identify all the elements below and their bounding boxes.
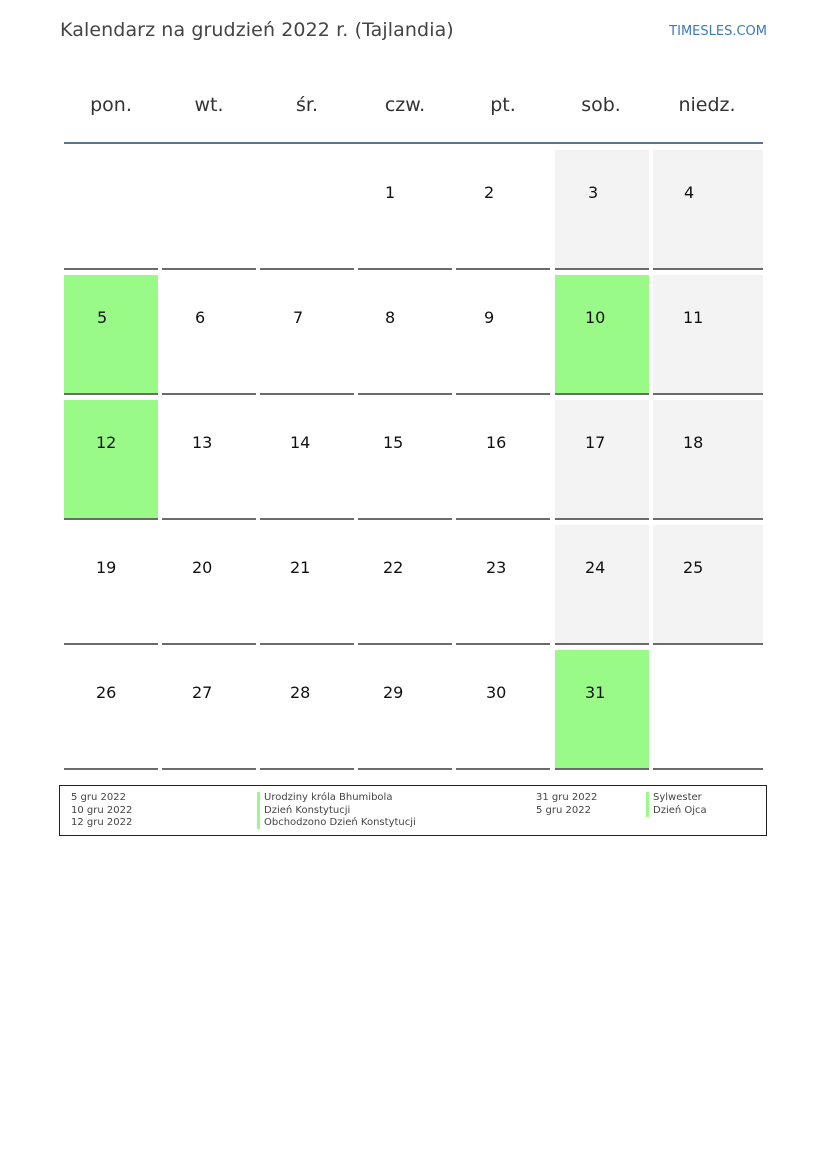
calendar-day-cell[interactable] — [653, 150, 763, 270]
day-number: 25 — [683, 558, 704, 577]
calendar-day-cell[interactable] — [358, 150, 452, 270]
weekday-sun: niedz. — [678, 94, 736, 116]
calendar-day-cell[interactable] — [260, 525, 354, 645]
legend-date: 5 gru 2022 — [536, 804, 591, 816]
day-number: 8 — [385, 308, 396, 327]
calendar-day-cell[interactable] — [555, 650, 649, 770]
day-number: 13 — [192, 433, 213, 452]
calendar-day-cell[interactable] — [64, 275, 158, 395]
day-number: 26 — [96, 683, 117, 702]
calendar-day-cell[interactable] — [260, 275, 354, 395]
calendar-week-row — [64, 400, 763, 525]
header-divider — [64, 142, 763, 144]
calendar-empty-cell — [162, 150, 256, 270]
weekday-sat: sob. — [581, 94, 621, 116]
day-number: 20 — [192, 558, 213, 577]
calendar-day-cell[interactable] — [358, 650, 452, 770]
calendar-week-row — [64, 275, 763, 400]
calendar-day-cell[interactable] — [358, 400, 452, 520]
day-number: 18 — [683, 433, 704, 452]
legend-holiday-name: Obchodzono Dzień Konstytucji — [264, 817, 416, 828]
day-number: 22 — [383, 558, 404, 577]
calendar-day-cell[interactable] — [162, 400, 256, 520]
legend-right-names — [653, 792, 707, 817]
day-number: 4 — [684, 183, 695, 202]
legend-date: 10 gru 2022 — [71, 804, 133, 816]
calendar-day-cell[interactable] — [260, 650, 354, 770]
page-title: Kalendarz na grudzień 2022 r. (Tajlandia) — [60, 19, 454, 41]
day-number: 15 — [383, 433, 404, 452]
calendar-day-cell[interactable] — [456, 150, 550, 270]
legend-date: 5 gru 2022 — [71, 792, 126, 803]
calendar-day-cell[interactable] — [456, 525, 550, 645]
day-number: 3 — [588, 183, 599, 202]
calendar-empty-cell — [653, 650, 763, 770]
calendar-day-cell[interactable] — [555, 525, 649, 645]
day-number: 10 — [585, 308, 606, 327]
weekday-thu: czw. — [384, 94, 426, 116]
calendar-day-cell[interactable] — [162, 650, 256, 770]
calendar-day-cell[interactable] — [358, 525, 452, 645]
calendar-week-row — [64, 150, 763, 275]
day-number: 9 — [484, 308, 495, 327]
holiday-legend — [59, 785, 767, 836]
legend-holiday-name: Dzień Ojca — [653, 804, 707, 816]
calendar-day-cell[interactable] — [260, 400, 354, 520]
legend-right-color-bar — [646, 792, 649, 817]
day-number: 12 — [96, 433, 117, 452]
day-number: 16 — [486, 433, 507, 452]
calendar-day-cell[interactable] — [162, 525, 256, 645]
day-number: 23 — [486, 558, 507, 577]
legend-holiday-name: Dzień Konstytucji — [264, 804, 351, 816]
day-number: 11 — [683, 308, 704, 327]
weekday-header-row — [62, 88, 764, 122]
day-number: 6 — [195, 308, 206, 327]
legend-holiday-name: Urodziny króla Bhumibola — [264, 792, 393, 803]
day-number: 31 — [585, 683, 606, 702]
calendar-day-cell[interactable] — [64, 400, 158, 520]
day-number: 5 — [97, 308, 108, 327]
day-number: 7 — [293, 308, 304, 327]
site-link[interactable]: TIMESLES.COM — [669, 24, 767, 39]
calendar-day-cell[interactable] — [162, 275, 256, 395]
weekday-tue: wt. — [194, 94, 224, 116]
day-number: 14 — [290, 433, 311, 452]
calendar-week-row — [64, 650, 763, 775]
calendar-day-cell[interactable] — [64, 650, 158, 770]
day-number: 29 — [383, 683, 404, 702]
day-number: 2 — [484, 183, 495, 202]
calendar-day-cell[interactable] — [456, 400, 550, 520]
day-number: 21 — [290, 558, 311, 577]
legend-date: 12 gru 2022 — [71, 817, 133, 828]
calendar-day-cell[interactable] — [555, 275, 649, 395]
day-number: 19 — [96, 558, 117, 577]
calendar-day-cell[interactable] — [555, 400, 649, 520]
calendar-day-cell[interactable] — [555, 150, 649, 270]
calendar-empty-cell — [260, 150, 354, 270]
calendar-day-cell[interactable] — [358, 275, 452, 395]
calendar-day-cell[interactable] — [64, 525, 158, 645]
calendar-grid — [64, 150, 763, 775]
legend-left-dates — [71, 792, 132, 830]
calendar-day-cell[interactable] — [653, 275, 763, 395]
legend-holiday-name: Sylwester — [653, 792, 702, 803]
calendar-day-cell[interactable] — [653, 525, 763, 645]
calendar-day-cell[interactable] — [653, 400, 763, 520]
legend-left-color-bar — [257, 792, 260, 829]
calendar-day-cell[interactable] — [456, 275, 550, 395]
weekday-fri: pt. — [490, 94, 516, 116]
legend-right-dates — [536, 792, 597, 817]
day-number: 17 — [585, 433, 606, 452]
calendar-week-row — [64, 525, 763, 650]
legend-left-names — [264, 792, 416, 830]
day-number: 1 — [385, 183, 396, 202]
day-number: 24 — [585, 558, 606, 577]
day-number: 30 — [486, 683, 507, 702]
day-number: 28 — [290, 683, 311, 702]
day-number: 27 — [192, 683, 213, 702]
legend-date: 31 gru 2022 — [536, 792, 598, 803]
calendar-empty-cell — [64, 150, 158, 270]
weekday-wed: śr. — [295, 94, 318, 116]
calendar-day-cell[interactable] — [456, 650, 550, 770]
weekday-mon: pon. — [90, 94, 132, 116]
